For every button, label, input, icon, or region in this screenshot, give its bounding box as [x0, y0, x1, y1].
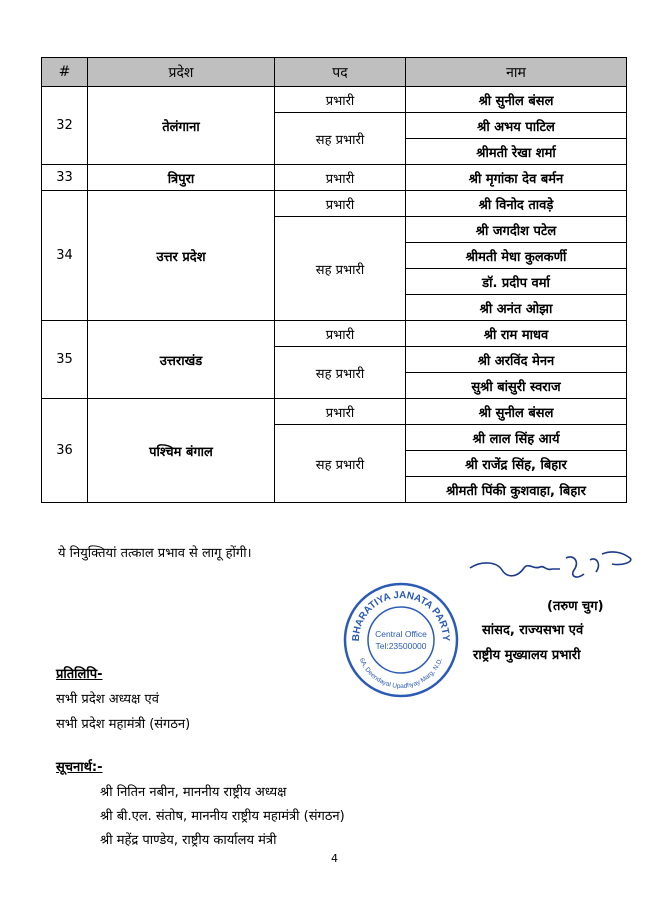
copy-heading: प्रतिलिपि- — [56, 667, 103, 682]
signatory-designation-2: राष्ट्रीय मुख्यालय प्रभारी — [473, 648, 581, 663]
header-state: प्रदेश — [88, 58, 275, 87]
page-number: 4 — [331, 852, 338, 865]
row-num: 33 — [42, 165, 88, 191]
copy-line: सभी प्रदेश महामंत्री (संगठन) — [56, 717, 191, 732]
row-name: श्री जगदीश पटेल — [406, 217, 627, 243]
row-name: श्री लाल सिंह आर्य — [406, 425, 627, 451]
row-state: उत्तर प्रदेश — [88, 191, 275, 321]
row-name: श्री विनोद तावड़े — [406, 191, 627, 217]
row-post: प्रभारी — [275, 87, 406, 113]
row-name: सुश्री बांसुरी स्वराज — [406, 373, 627, 399]
info-line: श्री बी.एल. संतोष, माननीय राष्ट्रीय महामंत्री (संगठन) — [100, 809, 345, 824]
seal-top-text: BHARATIYA JANATA PARTY — [350, 589, 452, 642]
row-post: सह प्रभारी — [275, 425, 406, 503]
table-row — [42, 87, 627, 113]
row-post: प्रभारी — [275, 399, 406, 425]
row-name: डॉ. प्रदीप वर्मा — [406, 269, 627, 295]
row-name: श्री अभय पाटिल — [406, 113, 627, 139]
row-name: श्रीमती मेधा कुलकर्णी — [406, 243, 627, 269]
seal-bottom-text: 6A, Deendayal Upadhyay Marg, N.D. — [357, 657, 445, 691]
row-name: श्रीमती रेखा शर्मा — [406, 139, 627, 165]
row-post: प्रभारी — [275, 191, 406, 217]
table-row — [42, 165, 627, 191]
table-row — [42, 191, 627, 217]
signatory-designation-1: सांसद, राज्यसभा एवं — [482, 623, 584, 638]
seal-center-line1: Central Office — [375, 629, 427, 639]
info-line: श्री नितिन नबीन, माननीय राष्ट्रीय अध्यक्ष — [100, 785, 287, 800]
row-name: श्री सुनील बंसल — [406, 399, 627, 425]
row-name: श्री मृगांका देव बर्मन — [406, 165, 627, 191]
row-name: श्रीमती पिंकी कुशवाहा, बिहार — [406, 477, 627, 503]
row-num: 32 — [42, 87, 88, 165]
row-state: उत्तराखंड — [88, 321, 275, 399]
header-post: पद — [275, 58, 406, 87]
row-state: पश्चिम बंगाल — [88, 399, 275, 503]
info-heading: सूचनार्थ:- — [56, 760, 103, 775]
signatory-name: (तरुण चुग) — [547, 599, 604, 614]
row-state: त्रिपुरा — [88, 165, 275, 191]
info-line: श्री महेंद्र पाण्डेय, राष्ट्रीय कार्यालय मंत्री — [100, 833, 277, 848]
row-name: श्री अनंत ओझा — [406, 295, 627, 321]
row-post: सह प्रभारी — [275, 347, 406, 399]
row-state: तेलंगाना — [88, 87, 275, 165]
row-post: सह प्रभारी — [275, 113, 406, 165]
row-post: प्रभारी — [275, 321, 406, 347]
notice-text: ये नियुक्तियां तत्काल प्रभाव से लागू होंगी। — [58, 546, 252, 561]
row-post: सह प्रभारी — [275, 217, 406, 321]
header-name: नाम — [406, 58, 627, 87]
table-header-row — [42, 58, 627, 87]
row-name: श्री अरविंद मेनन — [406, 347, 627, 373]
header-num: # — [42, 58, 88, 87]
row-name: श्री राम माधव — [406, 321, 627, 347]
appointments-table — [41, 57, 627, 503]
signature-image — [462, 540, 647, 590]
copy-line: सभी प्रदेश अध्यक्ष एवं — [56, 692, 159, 707]
row-num: 36 — [42, 399, 88, 503]
table-row — [42, 321, 627, 347]
row-post: प्रभारी — [275, 165, 406, 191]
seal-center-line2: Tel:23500000 — [375, 641, 427, 651]
row-name: श्री राजेंद्र सिंह, बिहार — [406, 451, 627, 477]
party-seal — [343, 582, 459, 698]
row-num: 35 — [42, 321, 88, 399]
row-name: श्री सुनील बंसल — [406, 87, 627, 113]
row-num: 34 — [42, 191, 88, 321]
table-row — [42, 399, 627, 425]
